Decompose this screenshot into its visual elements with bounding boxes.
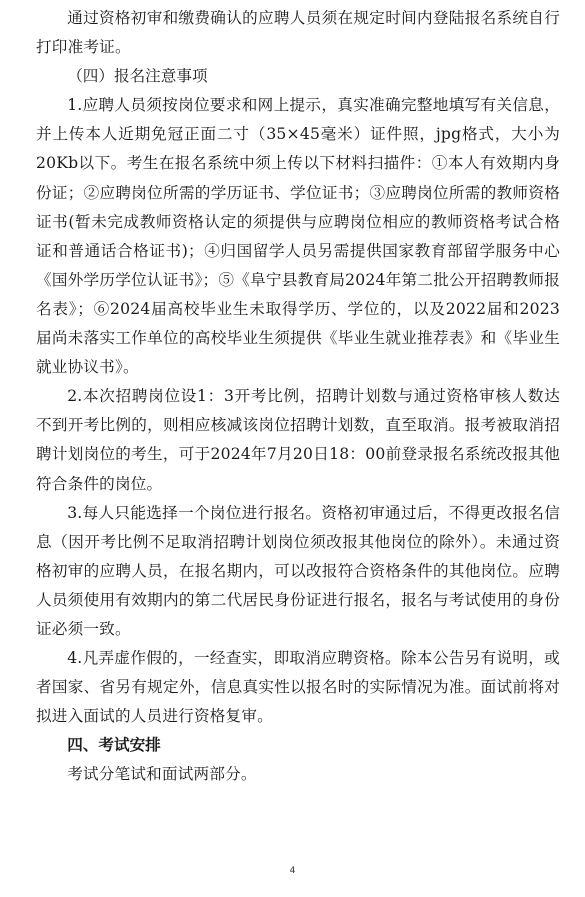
paragraph-item-3: 3.每人只能选择一个岗位进行报名。资格初审通过后，不得更改报名信息（因开考比例不足取消招聘计划岗位须改报其他岗位的除外）。未通过资格初审的应聘人员，在报名期内，可以改报符合资格条件的其他岗位。应聘人员须使用有效期内的第二代居民身份证进行报名，报名与考试使用的身份证必须一致。: [36, 503, 560, 638]
paragraph-admission-ticket: 通过资格初审和缴费确认的应聘人员须在规定时间内登陆报名系统自行打印准考证。: [36, 9, 560, 57]
paragraph-item-4: 4.凡弄虚作假的，一经查实，即取消应聘资格。除本公告另有说明，或者国家、省另有规定外，信息真实性以报名时的实际情况为准。面试前将对拟进入面试的人员进行资格复审。: [36, 649, 560, 726]
section-heading-exam-arrangement: 四、考试安排: [67, 736, 161, 755]
paragraph-item-1: 1.应聘人员须按岗位要求和网上提示，真实准确完整地填写有关信息，并上传本人近期免冠正面二寸（35×45毫米）证件照，jpg格式，大小为20Kb以下。考生在报名系统中须上传以下材料扫描件：①本人有效期内身份证；②应聘岗位所需的学历证书、学位证书；③应聘岗位所需的教师资格证书(暂未完成教师资格认定的须提供与应聘岗位相应的教师资格考试合格证和普通话合格证书)；④归国留学人员另需提供国家教育部留学服务中心《国外学历学位认证书》；⑤《阜宁县教育局2024年第二批公开招聘教师报名表》；⑥2024届高校毕业生未取得学历、学位的，以及2022届和2023届尚未落实工作单位的高校毕业生须提供《毕业生就业推荐表》和《毕业生就业协议书》。: [36, 96, 560, 377]
page-number: 4: [289, 866, 296, 876]
paragraph-item-2: 2.本次招聘岗位设1：3开考比例，招聘计划数与通过资格审核人数达不到开考比例的，则相应核减该岗位招聘计划数，直至取消。报考被取消招聘计划岗位的考生，可于2024年7月20日18：00前登录报名系统改报其他符合条件的岗位。: [36, 387, 560, 493]
subheading-registration-notes: （四）报名注意事项: [67, 67, 208, 86]
paragraph-exam-parts: 考试分笔试和面试两部分。: [67, 765, 257, 784]
document-body: [36, 4, 560, 790]
